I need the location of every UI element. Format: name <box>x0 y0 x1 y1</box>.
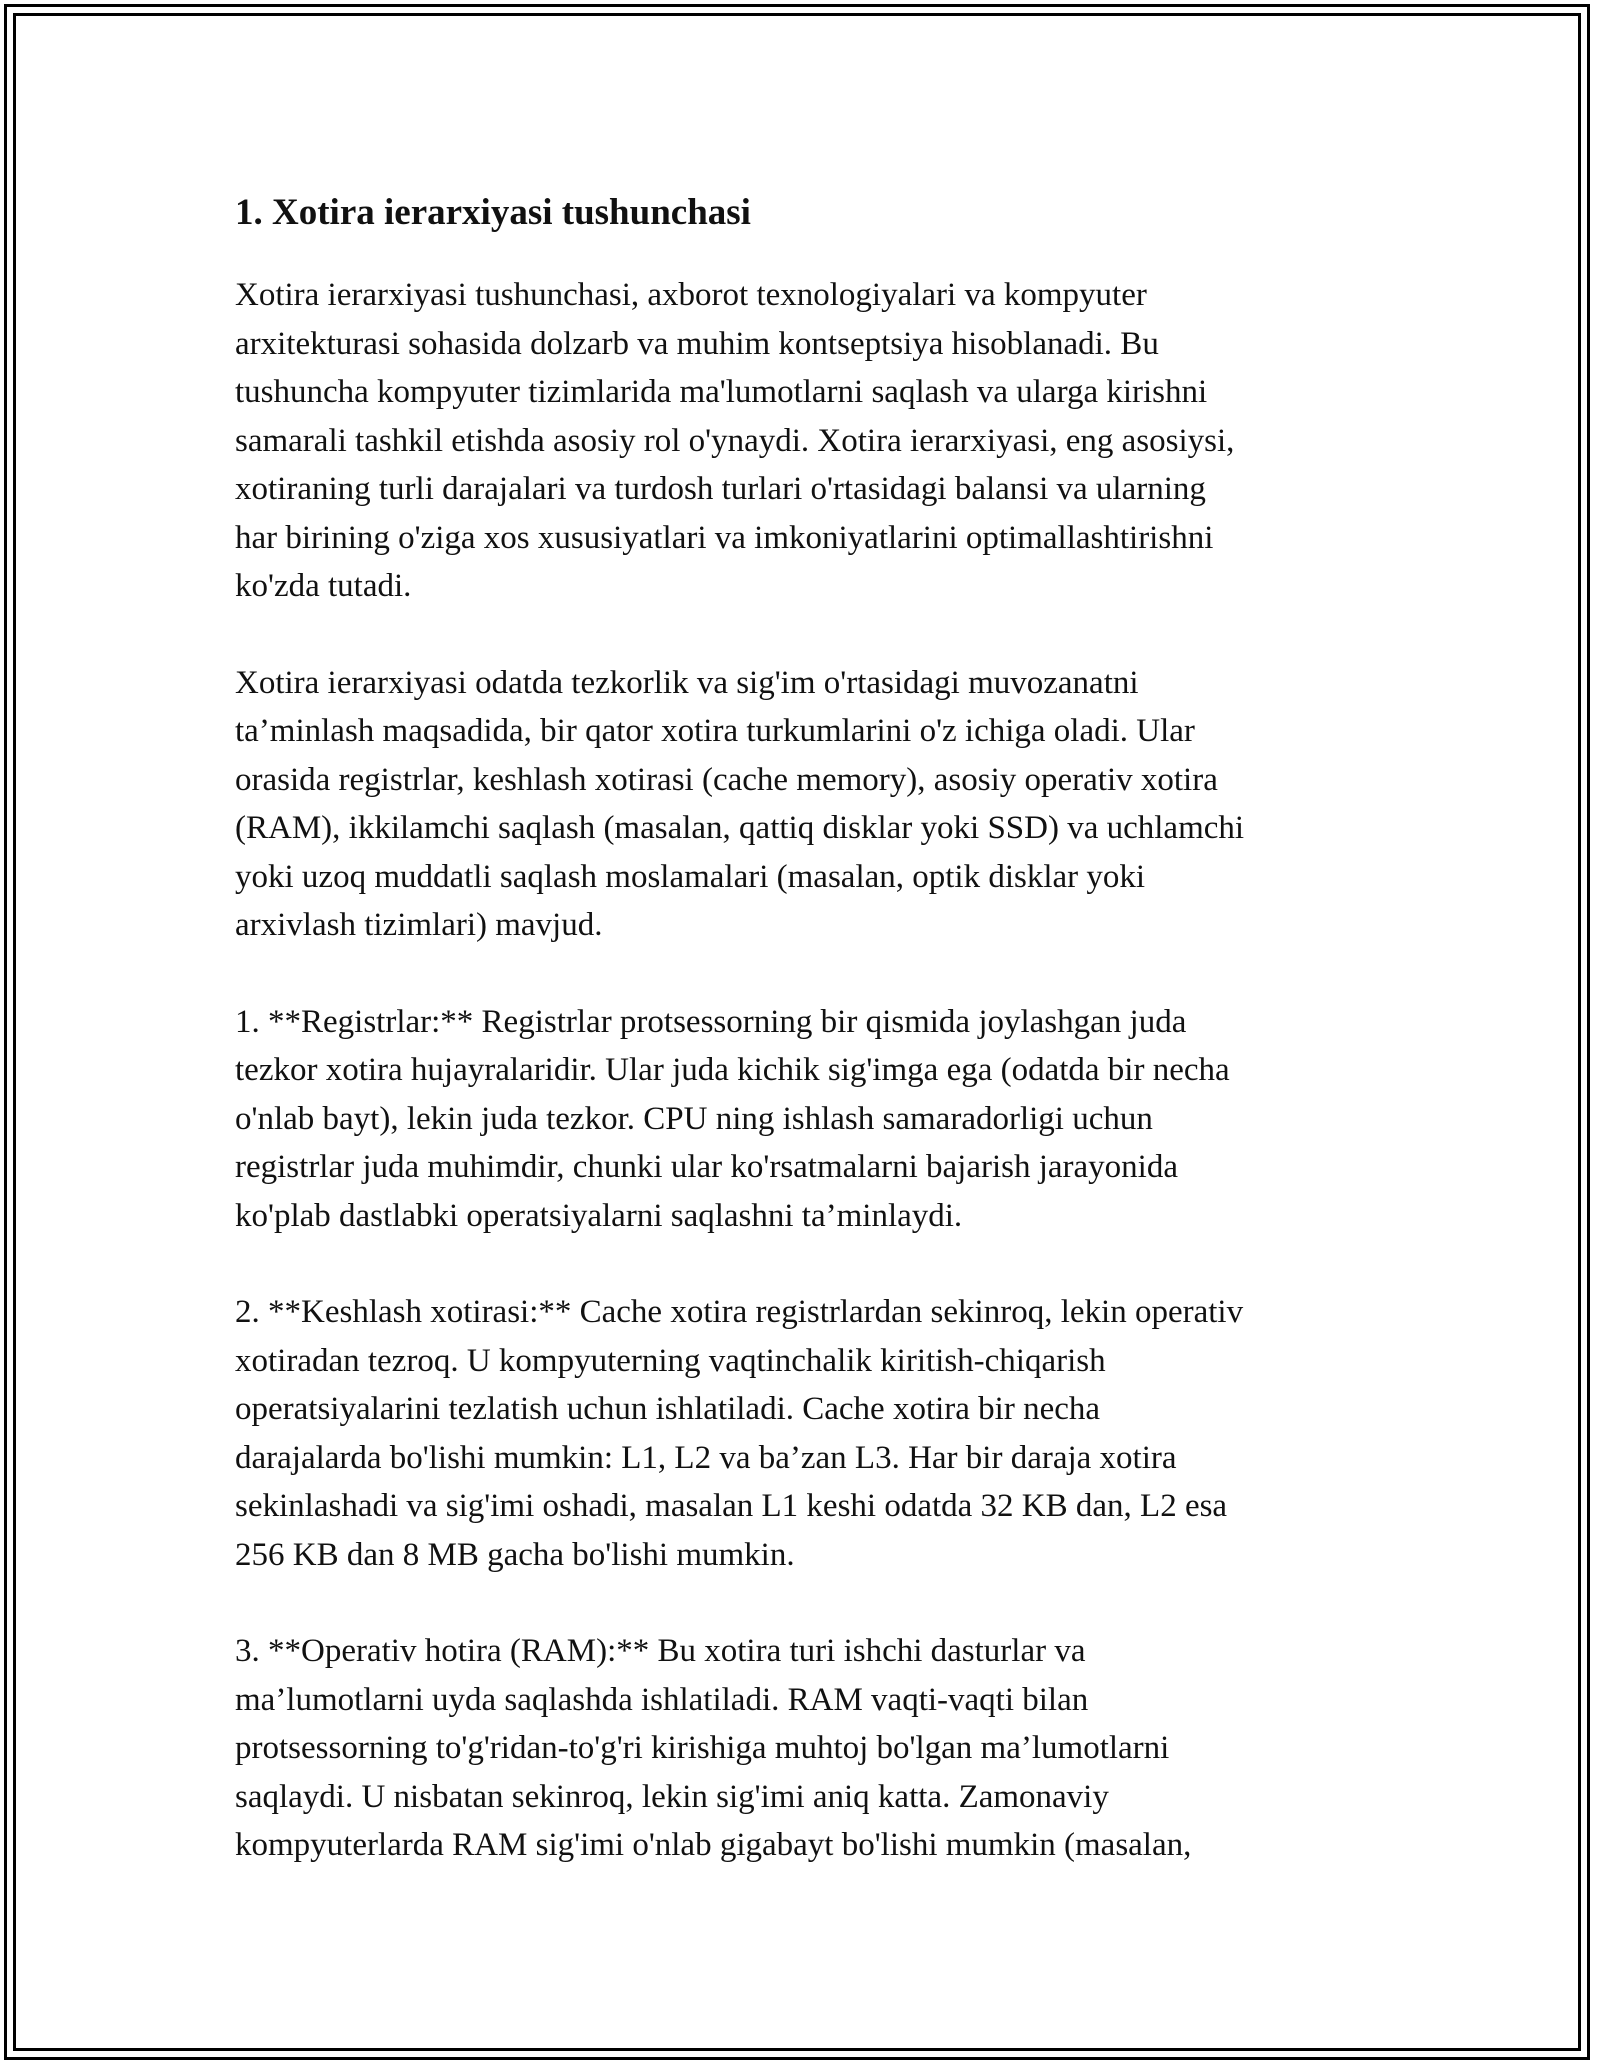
paragraph-hierarchy-levels: Xotira ierarxiyasi odatda tezkorlik va sig'im o'rtasidagi muvozanatni ta’minlash maqsadida, bir qator xotira turkumlarini o'z ichiga oladi. Ular orasida registrlar, keshlash xotirasi (cache memory), asosiy operativ xotira (RAM), ikkilamchi saqlash (masalan, qattiq disklar yoki SSD) va uchlamchi yoki uzoq muddatli saqlash moslamalari (masalan, optik disklar yoki arxivlash tizimlari) mavjud. <box>235 664 1245 943</box>
paragraph-ram: 3. **Operativ hotira (RAM):** Bu xotira turi ishchi dasturlar va ma’lumotlarni uyda saqlashda ishlatiladi. RAM vaqti-vaqti bilan protsessorning to'g'ridan-to'g'ri kirishiga muhtoj bo'lgan ma’lumotlarni saqlaydi. U nisbatan sekinroq, lekin sig'imi aniq katta. Zamonaviy kompyuterlarda RAM sig'imi o'nlab gigabayt bo'lishi mumkin (masalan, <box>235 1633 1192 1863</box>
document-body <box>235 186 1365 1918</box>
paragraph-cache: 2. **Keshlash xotirasi:** Cache xotira registrlardan sekinroq, lekin operativ xotiradan tezroq. U kompyuterning vaqtinchalik kiritish-chiqarish operatsiyalarini tezlatish uchun ishlatiladi. Cache xotira bir necha darajalarda bo'lishi mumkin: L1, L2 va ba’zan L3. Har bir daraja xotira sekinlashadi va sig'imi oshadi, masalan L1 keshi odatda 32 KB dan, L2 esa 256 KB dan 8 MB gacha bo'lishi mumkin. <box>235 1294 1244 1573</box>
paragraph-intro: Xotira ierarxiyasi tushunchasi, axborot texnologiyalari va kompyuter arxitekturasi sohasida dolzarb va muhim kontseptsiya hisoblanadi. Bu tushuncha kompyuter tizimlarida ma'lumotlarni saqlash va ularga kirishni samarali tashkil etishda asosiy rol o'ynaydi. Xotira ierarxiyasi, eng asosiysi, xotiraning turli darajalari va turdosh turlari o'rtasidagi balansi va ularning har birining o'ziga xos xususiyatlari va imkoniyatlarini optimallashtirishni ko'zda tutadi. <box>235 277 1235 604</box>
paragraph-registers: 1. **Registrlar:** Registrlar protsessorning bir qismida joylashgan juda tezkor xotira hujayralaridir. Ular juda kichik sig'imga ega (odatda bir necha o'nlab bayt), lekin juda tezkor. CPU ning ishlash samaradorligi uchun registrlar juda muhimdir, chunki ular ko'rsatmalarni bajarish jarayonida ko'plab dastlabki operatsiyalarni saqlashni ta’minlaydi. <box>235 1003 1230 1234</box>
section-heading: 1. Xotira ierarxiyasi tushunchasi <box>235 192 751 233</box>
